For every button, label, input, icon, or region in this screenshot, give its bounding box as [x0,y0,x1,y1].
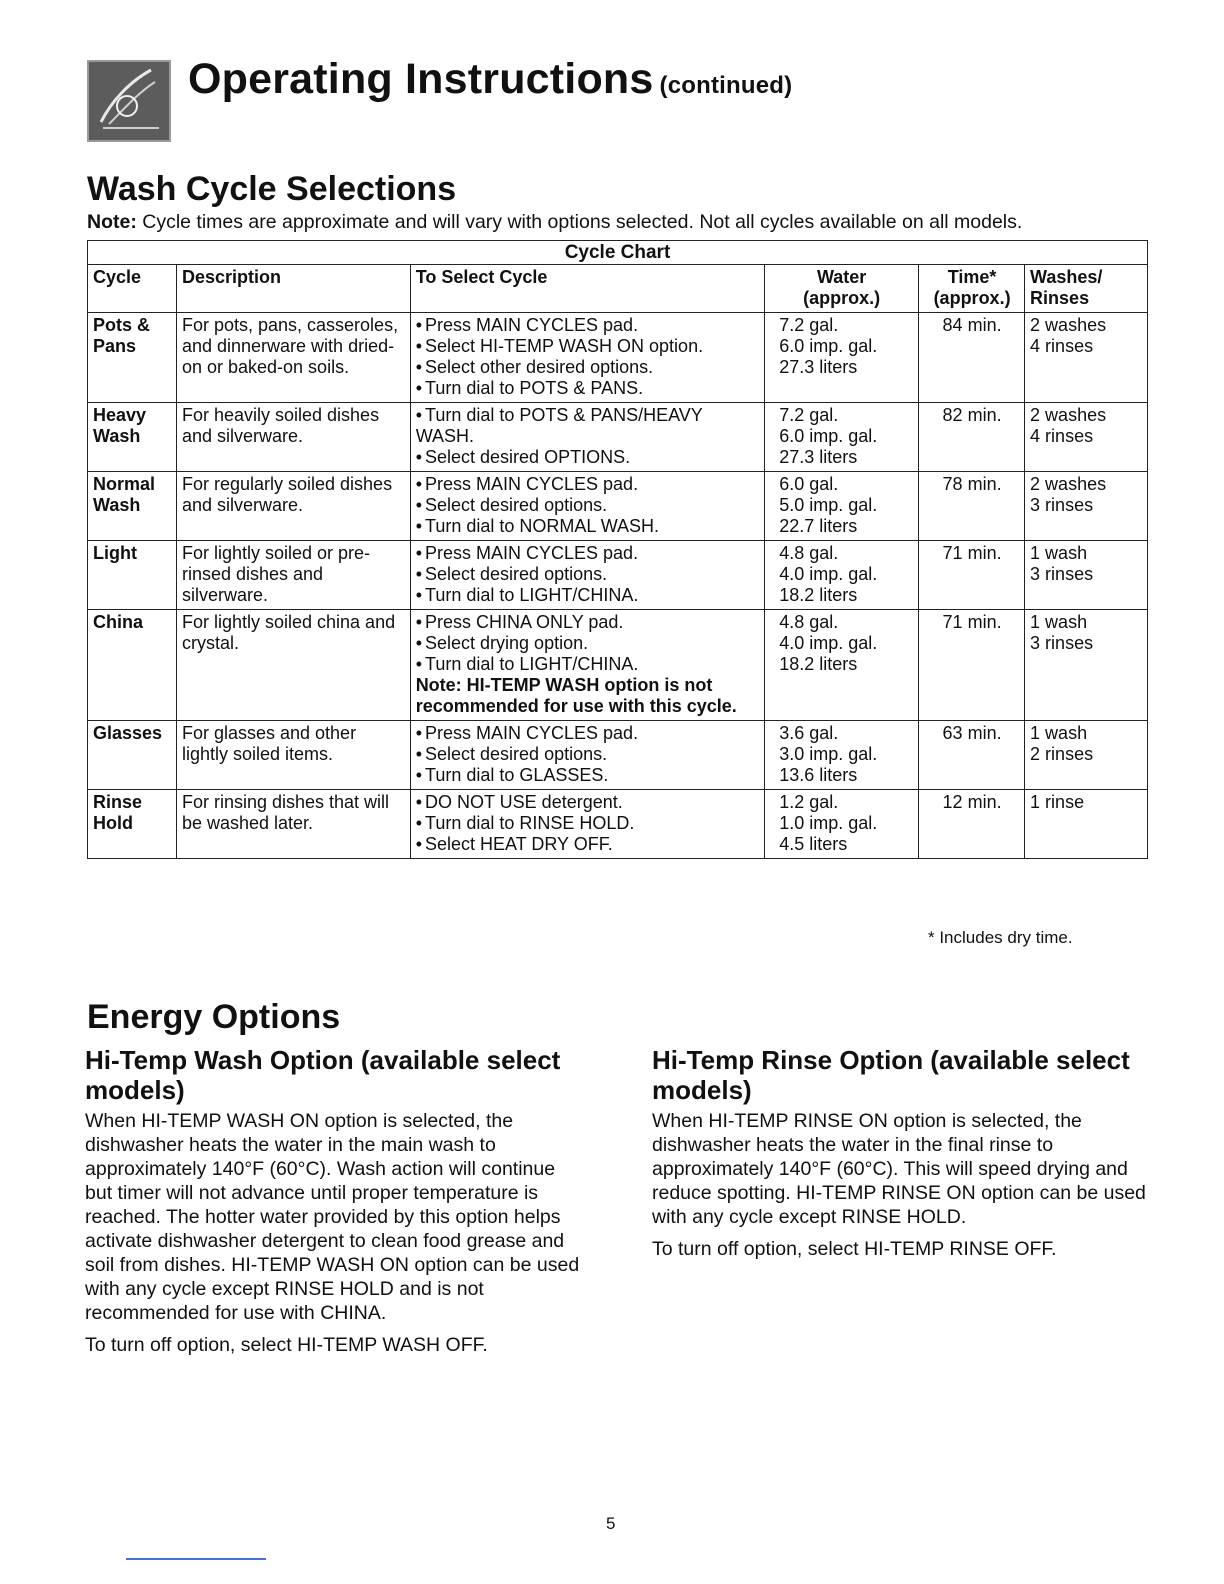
step-item: • Press MAIN CYCLES pad. [416,474,761,495]
step-item: • Press MAIN CYCLES pad. [416,315,761,336]
step-item: • Select HEAT DRY OFF. [416,834,761,855]
cycle-time: 71 min. [919,541,1025,610]
water-amount [765,721,919,790]
step-list [416,612,761,675]
cycle-chart-caption: Cycle Chart [88,241,1148,265]
page-title [188,55,792,104]
step-item: • Select HI-TEMP WASH ON option. [416,336,761,357]
col-header-time: Time* (approx.) [919,265,1025,313]
cycle-note [87,211,1022,234]
water-value: 6.0 imp. gal. [779,336,878,356]
cycle-steps [410,610,765,721]
cycle-chart-table [87,240,1148,859]
footnote: * Includes dry time. [928,928,1073,947]
col-header-description: Description [176,265,410,313]
water-value: 4.8 gal. [779,612,839,632]
water-value: 18.2 liters [779,585,858,605]
hi-temp-wash-title: Hi-Temp Wash Option (available select models) [85,1045,561,1105]
step-item: • Select desired options. [416,744,761,765]
table-row [88,472,1148,541]
cycle-description: For lightly soiled or pre-rinsed dishes and silverware. [176,541,410,610]
page-number: 5 [606,1514,616,1533]
hi-temp-rinse-title: Hi-Temp Rinse Option (available select models) [652,1045,1130,1105]
washes-value: 1 rinse [1030,792,1085,812]
washes-value: 1 wash [1030,543,1088,563]
table-row [88,790,1148,859]
step-item: • Press MAIN CYCLES pad. [416,723,761,744]
washes-rinses [1025,403,1148,472]
cycle-name: Heavy Wash [88,403,177,472]
washes-rinses [1025,610,1148,721]
hi-temp-rinse-off: To turn off option, select HI-TEMP RINSE OFF. [652,1238,1057,1260]
washes-value: 3 rinses [1030,495,1094,515]
col-header-water: Water (approx.) [765,265,919,313]
cycle-steps [410,472,765,541]
step-list [416,474,761,537]
step-list [416,543,761,606]
step-list [416,723,761,786]
cycle-description: For pots, pans, casseroles, and dinnerware with dried-on or baked-on soils. [176,313,410,403]
cycle-name: Glasses [88,721,177,790]
step-item: • Turn dial to LIGHT/CHINA. [416,585,761,606]
cycle-description: For glasses and other lightly soiled items. [176,721,410,790]
washes-value: 2 washes [1030,405,1107,425]
step-item: • Turn dial to GLASSES. [416,765,761,786]
washes-value: 1 wash [1030,723,1088,743]
table-row [88,313,1148,403]
cycle-steps [410,790,765,859]
cycle-name: Normal Wash [88,472,177,541]
cycle-steps [410,313,765,403]
page-header [87,60,171,142]
water-amount [765,610,919,721]
step-item: • Press CHINA ONLY pad. [416,612,761,633]
water-value: 4.0 imp. gal. [779,564,878,584]
washes-rinses [1025,790,1148,859]
cycle-description: For rinsing dishes that will be washed later. [176,790,410,859]
dishwasher-manual-icon [87,60,171,142]
cycle-time: 71 min. [919,610,1025,721]
step-item: • Select desired options. [416,495,761,516]
washes-rinses [1025,721,1148,790]
cycle-description: For regularly soiled dishes and silverware. [176,472,410,541]
step-item: • Turn dial to NORMAL WASH. [416,516,761,537]
step-item: • Press MAIN CYCLES pad. [416,543,761,564]
hi-temp-wash-section [85,1045,585,1365]
water-value: 6.0 imp. gal. [779,426,878,446]
water-value: 18.2 liters [779,654,858,674]
water-value: 22.7 liters [779,516,858,536]
cycle-description: For heavily soiled dishes and silverware. [176,403,410,472]
cycle-description: For lightly soiled china and crystal. [176,610,410,721]
washes-value: 2 washes [1030,315,1107,335]
cycle-step-note: Note: HI-TEMP WASH option is not recommended for use with this cycle. [415,675,737,716]
water-value: 5.0 imp. gal. [779,495,878,515]
cycle-time: 82 min. [919,403,1025,472]
page-title-continued: (continued) [659,72,793,99]
step-item: • Turn dial to POTS & PANS/HEAVY WASH. [416,405,761,447]
water-value: 7.2 gal. [779,315,839,335]
col-header-cycle: Cycle [88,265,177,313]
washes-value: 2 rinses [1030,744,1094,764]
hi-temp-wash-body: When HI-TEMP WASH ON option is selected, the dishwasher heats the water in the main wash to approximately 140°F (60°C). Wash action will continue but timer will not advance until proper temperature is reached. The hotter water provided by this option helps activate dishwasher detergent to clean food grease and soil from dishes. HI-TEMP WASH ON option can be used with any cycle except RINSE HOLD and is not recommended for use with CHINA. [85,1110,580,1324]
hi-temp-rinse-section [652,1045,1152,1269]
washes-rinses [1025,313,1148,403]
cycle-steps [410,541,765,610]
step-item: • Select desired OPTIONS. [416,447,761,468]
cycle-time: 63 min. [919,721,1025,790]
washes-rinses [1025,472,1148,541]
washes-value: 3 rinses [1030,564,1094,584]
water-value: 27.3 liters [779,357,858,377]
table-row [88,721,1148,790]
step-item: • DO NOT USE detergent. [416,792,761,813]
step-item: • Turn dial to RINSE HOLD. [416,813,761,834]
cycle-note-text: Cycle times are approximate and will vary with options selected. Not all cycles available on all models. [142,211,1023,233]
cycle-time: 78 min. [919,472,1025,541]
step-list [416,792,761,855]
water-value: 4.5 liters [779,834,848,854]
water-value: 3.6 gal. [779,723,839,743]
table-row [88,403,1148,472]
water-amount [765,790,919,859]
cycle-name: China [88,610,177,721]
step-list [416,315,761,399]
water-value: 6.0 gal. [779,474,839,494]
hi-temp-rinse-body: When HI-TEMP RINSE ON option is selected, the dishwasher heats the water in the final rinse to approximately 140°F (60°C). This will speed drying and reduce spotting. HI-TEMP RINSE ON option can be used with any cycle except RINSE HOLD. [652,1110,1146,1228]
cycle-steps [410,403,765,472]
washes-value: 3 rinses [1030,633,1094,653]
water-value: 1.2 gal. [779,792,839,812]
table-row [88,610,1148,721]
page-title-text: Operating Instructions [188,55,654,103]
washes-value: 4 rinses [1030,426,1094,446]
table-row [88,541,1148,610]
water-value: 3.0 imp. gal. [779,744,878,764]
water-value: 7.2 gal. [779,405,839,425]
water-value: 4.0 imp. gal. [779,633,878,653]
water-amount [765,472,919,541]
cycle-note-label: Note: [87,211,137,233]
cycle-time: 12 min. [919,790,1025,859]
step-item: • Turn dial to LIGHT/CHINA. [416,654,761,675]
washes-value: 1 wash [1030,612,1088,632]
hi-temp-wash-off: To turn off option, select HI-TEMP WASH OFF. [85,1334,488,1356]
col-header-washes: Washes/ Rinses [1025,265,1148,313]
water-value: 4.8 gal. [779,543,839,563]
washes-value: 4 rinses [1030,336,1094,356]
step-item: • Select other desired options. [416,357,761,378]
water-value: 13.6 liters [779,765,858,785]
cycle-name: Pots & Pans [88,313,177,403]
col-header-select: To Select Cycle [410,265,765,313]
energy-options-heading: Energy Options [87,998,341,1036]
washes-rinses [1025,541,1148,610]
washes-value: 2 washes [1030,474,1107,494]
step-item: • Turn dial to POTS & PANS. [416,378,761,399]
water-value: 1.0 imp. gal. [779,813,878,833]
water-amount [765,403,919,472]
cycle-name: Rinse Hold [88,790,177,859]
footer-rule [126,1558,266,1560]
step-list [416,405,761,468]
wash-cycle-heading: Wash Cycle Selections [87,170,457,208]
step-item: • Select desired options. [416,564,761,585]
cycle-name: Light [88,541,177,610]
cycle-steps [410,721,765,790]
table-header-row [88,265,1148,313]
water-amount [765,541,919,610]
cycle-time: 84 min. [919,313,1025,403]
step-item: • Select drying option. [416,633,761,654]
water-value: 27.3 liters [779,447,858,467]
water-amount [765,313,919,403]
